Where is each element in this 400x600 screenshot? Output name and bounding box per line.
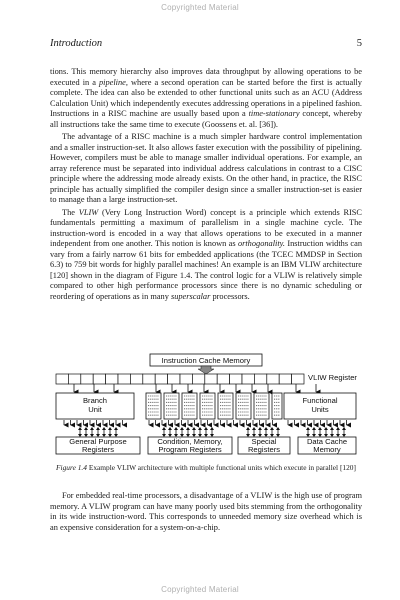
vliw-register-slot [279,374,291,384]
branch-unit-label-line1: Branch [82,396,108,405]
bidirectional-arrow-head-up [108,427,112,430]
bidirectional-arrow-head-up [276,427,280,430]
special-label-line2: Registers [247,445,281,454]
bidirectional-arrow-head-up [192,427,196,430]
vliw-register-slot [118,374,130,384]
vliw-register-slot [242,374,254,384]
vliw-register-slot [230,374,242,384]
vliw-register-slot [68,374,80,384]
bidirectional-arrow-head-up [186,427,190,430]
vliw-register-slot [192,374,204,384]
data-cache-label-line2: Memory [313,445,341,454]
copyright-watermark-bottom: Copyrighted Material [161,585,239,594]
bidirectional-arrow-head-up [198,427,202,430]
bidirectional-arrow-head-down [246,434,250,437]
bidirectional-arrow-head-up [78,427,82,430]
vliw-register-slot [254,374,266,384]
bidirectional-arrow-head-up [258,427,262,430]
bidirectional-arrow-head-up [342,427,346,430]
bidirectional-arrow-head-down [276,434,280,437]
branch-unit-label-line2: Unit [88,405,102,414]
vliw-register-slot [106,374,118,384]
unit-output-arrows [64,420,347,425]
cache-fetch-arrow [198,366,214,374]
vliw-register-slot [130,374,142,384]
bidirectional-arrow-head-up [102,427,106,430]
bidirectional-arrow-head-up [252,427,256,430]
figure-caption [50,463,362,473]
vliw-register-slot [143,374,155,384]
cmp-label-line1: Condition, Memory, [157,437,223,446]
bidirectional-arrow-head-up [306,427,310,430]
vliw-register [56,374,304,384]
paragraph-4: For embedded real-time processors, a disadvantage of a VLIW is the high use of program memory. A VLIW program can have many poorly used bits stemming from the orthogonality in its wide instruction-word. This corresponds to unneeded memory size overhead which is an expensive consideration for a system-on-a-chip. [50,491,362,532]
vliw-register-slot [81,374,93,384]
special-label-line1: Special [251,437,277,446]
register-bidirectional-arrows [78,427,346,437]
running-header [50,38,362,49]
figure-caption-text: Example VLIW architecture with multiple functional units which execute in parallel [120] [86,463,356,472]
vliw-register-slot [56,374,68,384]
gpr-label-line2: Registers [81,445,115,454]
bidirectional-arrow-head-up [264,427,268,430]
body-text [50,67,362,305]
page-number: 5 [356,38,362,49]
bidirectional-arrow-head-up [270,427,274,430]
bidirectional-arrow-head-up [318,427,322,430]
vliw-architecture-figure [50,353,362,455]
bidirectional-arrow-head-up [180,427,184,430]
functional-units-label-line2: Units [311,405,329,414]
closing-text [50,491,362,533]
bidirectional-arrow-head-up [336,427,340,430]
cmp-label-line2: Program Registers [158,445,222,454]
vliw-register-slot [267,374,279,384]
instruction-cache-label: Instruction Cache Memory [161,356,251,365]
bidirectional-arrow-head-up [96,427,100,430]
functional-units-label-line1: Functional [302,396,338,405]
bidirectional-arrow-head-up [174,427,178,430]
bidirectional-arrow-head-up [246,427,250,430]
functional-units-group [146,393,282,419]
vliw-register-label: VLIW Register [308,373,357,382]
copyright-watermark-top: Copyrighted Material [161,3,239,12]
bidirectional-arrow-head-up [90,427,94,430]
paragraph-2: The advantage of a RISC machine is a much simpler hardware control implementation and a smaller instruction-set. It also allows faster execution with the possibility of pipelining. However, compilers must be able to manage smaller individual operations. For example, an array reference must be separated into individual address calculations in contrast to a CISC principle where the addressing mode already exists. On the other hand, in practice, the RISC principle has actually simplified the compiler design since a smaller instruction-set is easier to manage than a large instruction-set. [50,132,362,205]
bidirectional-arrow-head-up [324,427,328,430]
vliw-register-slot [168,374,180,384]
gpr-label-line1: General Purpose [69,437,127,446]
data-cache-label-line1: Data Cache [306,437,348,446]
vliw-register-slot [217,374,229,384]
bidirectional-arrow-head-up [312,427,316,430]
bidirectional-arrow-head-up [168,427,172,430]
bidirectional-arrow-head-up [84,427,88,430]
chapter-title: Introduction [50,38,103,49]
vliw-diagram [50,353,362,455]
vliw-register-slot [93,374,105,384]
bidirectional-arrow-head-up [210,427,214,430]
figure-label: Figure 1.4 [56,463,87,472]
vliw-register-slot [205,374,217,384]
paragraph-1: tions. This memory hierarchy also improves data throughput by allowing operations to be executed in a pipeline, where a second operation can be started before the first is actually complete. The idea can also be extended to other functional units such as an ACU (Address Calculation Unit) which independently executes addressing operations in a pipelined fashion. Instructions in a RISC machine are usually based upon a time-stationary concept, whereby all instructions take the same time to execute (Goossens et. al. [36]). [50,67,362,129]
vliw-register-slot [292,374,304,384]
vliw-register-slot [180,374,192,384]
paragraph-3: The VLIW (Very Long Instruction Word) concept is a principle which extends RISC fundamentals permitting a maximum of parallelism in a single machine cycle. The instruction-word is encoded in a way that allows operations to be executed in a manner independent from one another. This notion is known as orthogonality. Instruction widths can vary from a fairly narrow 61 bits for embedded applications (the TCEC MMDSP in Section 6.3) to 759 bit words for highly parallel machines! An example is an IBM VLIW architecture [120] shown in the diagram of Figure 1.4. The control logic for a VLIW is relatively simple compared to other high performance processors since there is no dynamic scheduling or reordering of operations as in many superscalar processors. [50,207,362,301]
bidirectional-arrow-head-up [162,427,166,430]
bidirectional-arrow-head-up [330,427,334,430]
register-to-unit-arrows [74,384,316,392]
vliw-register-slot [155,374,167,384]
bidirectional-arrow-head-up [204,427,208,430]
bidirectional-arrow-head-up [114,427,118,430]
